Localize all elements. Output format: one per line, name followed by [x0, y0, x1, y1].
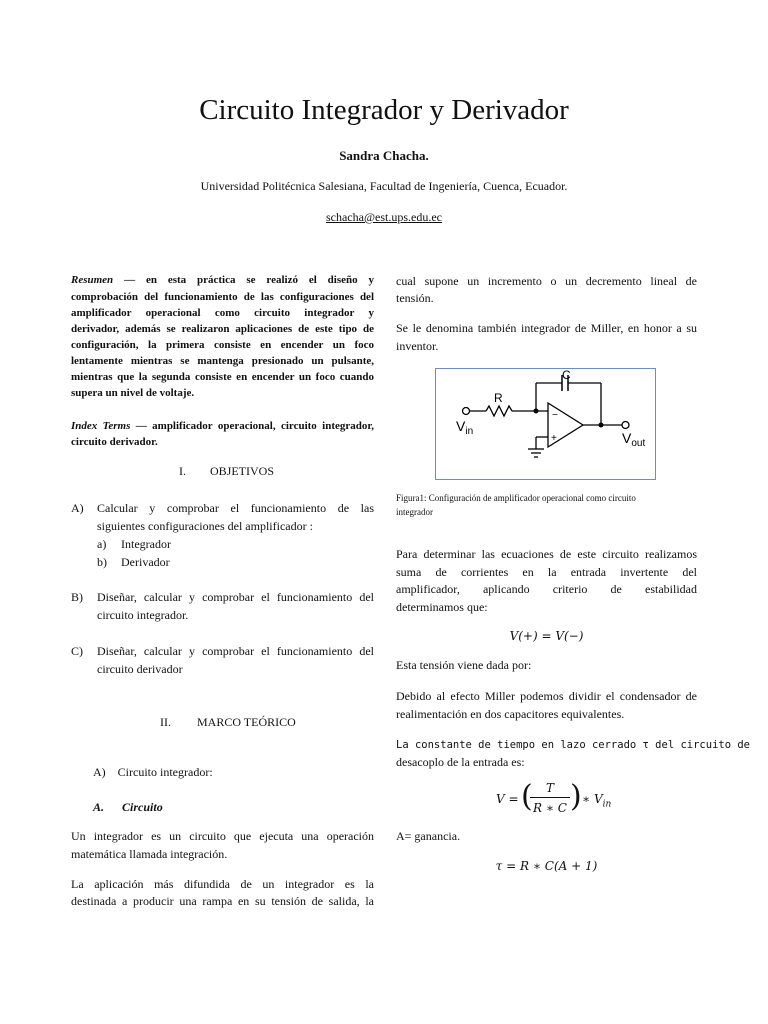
abstract-line: configuración, la primera consiste en encender un foco	[71, 339, 374, 351]
paragraph-line: determinamos que:	[396, 600, 488, 614]
author-name: Sandra Chacha.	[339, 148, 429, 163]
paren-right: )	[570, 779, 582, 814]
abstract-line: derivador, además se realizaron aplicaciones de este tipo de	[71, 323, 374, 335]
list-marker: A)	[93, 765, 106, 779]
abstract-line: amplificador operacional como circuito integrador y	[71, 307, 374, 319]
abstract-line: supera un nivel de voltaje.	[71, 387, 195, 399]
label-vout: $V_{out}$	[622, 430, 646, 449]
paragraph-line: destinada a producir una rampa en su tensión de salida, la	[71, 894, 374, 908]
sub-marker: a)	[97, 537, 107, 551]
list-marker: A)	[71, 501, 84, 515]
list-marker: A.	[93, 800, 105, 814]
section-heading-objetivos	[179, 463, 274, 480]
paragraph-line: Se le denomina también integrador de Miller, en honor a su	[396, 321, 697, 335]
objective-c: C) Diseñar, calcular y comprobar el funcionamiento del circuito derivador	[71, 644, 374, 676]
paragraph-line: Debido al efecto Miller podemos dividir el condensador de	[396, 689, 697, 703]
paragraph-line: Un integrador es un circuito que ejecuta una operación	[71, 829, 374, 843]
paragraph-line: La constante de tiempo en lazo cerrado τ del circuito de	[396, 739, 751, 751]
abstract-line: comprobación del funcionamiento de las configuraciones del	[71, 291, 374, 303]
abstract-line: lentamente mientras se mantenga presionado un pulsante,	[71, 355, 374, 367]
sub-marker: b)	[97, 555, 107, 569]
section-number: I.	[179, 464, 186, 478]
label-capacitor: C	[562, 369, 571, 382]
paragraph-line: Esta tensión viene dada por:	[396, 658, 532, 672]
paper-title: Circuito Integrador y Derivador	[199, 94, 569, 126]
equation-time-constant: τ = R ∗ C(A + 1)	[495, 859, 598, 873]
paragraph-line: A= ganancia.	[396, 829, 461, 843]
paragraph-line: amplificador, aplicando criterio de estabilidad	[396, 582, 697, 596]
paragraph-line: Para determinar las ecuaciones de este circuito realizamos	[396, 547, 697, 561]
equation-stability: V(+) = V(−)	[509, 629, 584, 643]
figure-caption: Figura1: Configuración de amplificador operacional como circuito integrador	[396, 493, 636, 517]
paragraph-line: suma de corrientes en la entrada invertente del	[396, 565, 697, 579]
subsubsection-circuito: A. Circuito	[93, 800, 163, 814]
equation-output-voltage: V = ( T R ∗ C ) ∗ $V_{in}$	[496, 779, 612, 815]
paren-left: (	[521, 779, 533, 814]
index-terms-line: Index Terms — amplificador operacional, circuito integrador,	[71, 420, 375, 432]
section-title: OBJETIVOS	[210, 464, 275, 478]
affiliation: Universidad Politécnica Salesiana, Facultad de Ingeniería, Cuenca, Ecuador.	[200, 179, 568, 193]
paragraph-line: tensión.	[396, 291, 434, 305]
email-link[interactable]: schacha@est.ups.edu.ec	[325, 210, 442, 224]
objective-b: B) Diseñar, calcular y comprobar el funcionamiento del circuito integrador.	[71, 590, 374, 622]
fraction-numerator: T	[545, 781, 554, 795]
section-title: MARCO TEÓRICO	[197, 715, 296, 729]
paragraph-line: desacoplo de la entrada es:	[396, 755, 525, 769]
paragraph-line: La aplicación más difundida de un integrador es la	[71, 877, 374, 891]
list-marker: C)	[71, 644, 83, 658]
left-column	[71, 0, 374, 1024]
paragraph-line: cual supone un incremento o un decremento lineal de	[396, 274, 697, 288]
abstract-line: mientras que la segunda consiste en encender un foco cuando	[71, 371, 374, 383]
abstract-dash: —	[124, 274, 136, 286]
fraction-bar	[530, 797, 570, 798]
paragraph-line: matemática llamada integración.	[71, 847, 228, 861]
section-heading-marco-teorico	[160, 714, 296, 731]
sub-item-derivador: b) Derivador	[97, 555, 170, 569]
label-plus: +	[551, 433, 557, 444]
index-terms-label: Index Terms	[71, 420, 131, 432]
right-column-lower	[396, 0, 751, 1024]
label-resistor: R	[494, 391, 503, 405]
sub-item-integrador: a) Integrador	[97, 537, 171, 551]
paragraph-line: realimentación en dos capacitores equivalentes.	[396, 707, 625, 721]
label-minus: −	[552, 410, 558, 421]
index-terms-line: circuito derivador.	[71, 436, 158, 448]
fraction-denominator: R ∗ C	[532, 801, 567, 815]
section-number: II.	[160, 715, 171, 729]
objective-a: A) Calcular y comprobar el funcionamiento de las siguientes configuraciones del amplificador :	[71, 501, 374, 533]
abstract-label: Resumen	[71, 274, 114, 286]
list-marker: B)	[71, 590, 83, 604]
subsection-circuito-integrador: A) Circuito integrador:	[93, 765, 213, 779]
abstract-line: Resumen — en esta práctica se realizó el diseño y	[71, 274, 374, 286]
label-vin: $V_{in}$	[456, 418, 474, 437]
paragraph-line: inventor.	[396, 339, 439, 353]
